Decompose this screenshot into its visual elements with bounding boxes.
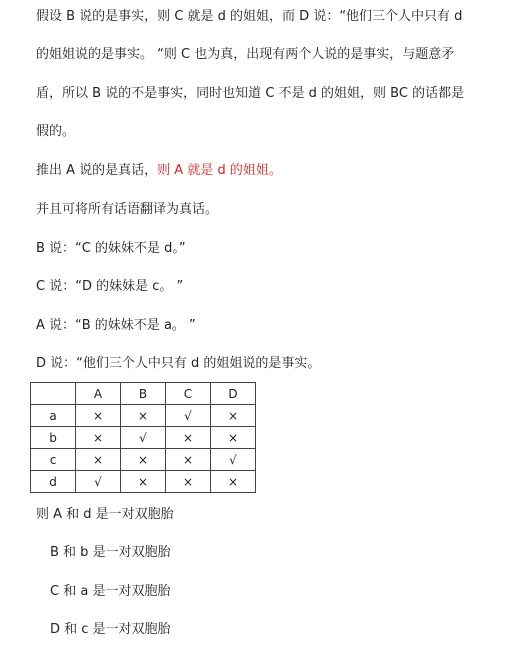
table-row [31, 405, 256, 427]
table-col-header: D [211, 383, 256, 405]
table-col-header: C [166, 383, 211, 405]
table-cell: × [166, 449, 211, 471]
paragraph-line: 假的。 [36, 124, 76, 139]
table-row [31, 471, 256, 493]
table-cell: × [76, 427, 121, 449]
table-row-label: b [31, 427, 76, 449]
truth-table [30, 382, 256, 493]
table-cell: × [121, 405, 166, 427]
paragraph-line: 盾，所以 B 说的不是事实，同时也知道 C 不是 d 的姐姐，则 BC 的话都是 [36, 86, 465, 101]
answer-line: C 和 a 是一对双胞胎 [50, 584, 171, 599]
table-cell: × [121, 449, 166, 471]
table-corner-cell [31, 383, 76, 405]
table-cell: × [166, 471, 211, 493]
table-cell: × [76, 449, 121, 471]
table-cell: × [76, 405, 121, 427]
statement-b: B 说：“C 的妹妹不是 d。” [36, 241, 186, 256]
conclusion-text: 推出 A 说的是真话， [36, 163, 158, 178]
table-row-label: c [31, 449, 76, 471]
table-row [31, 427, 256, 449]
table-cell: × [166, 427, 211, 449]
table-col-header: A [76, 383, 121, 405]
paragraph-line: 假设 B 说的是事实，则 C 就是 d 的姐姐，而 D 说：“他们三个人中只有 d [36, 9, 463, 24]
conclusion-highlight: 则 A 就是 d 的姐姐。 [157, 163, 282, 178]
table-header-row [31, 383, 256, 405]
answer-line: B 和 b 是一对双胞胎 [50, 545, 171, 560]
statement-a: A 说：“B 的妹妹不是 a。 ” [36, 318, 196, 333]
table-cell: × [211, 405, 256, 427]
paragraph-line: 并且可将所有话语翻译为真话。 [36, 202, 219, 217]
table-cell: × [211, 427, 256, 449]
table-cell: × [121, 471, 166, 493]
answer-line: 则 A 和 d 是一对双胞胎 [36, 507, 174, 522]
table-row-label: d [31, 471, 76, 493]
table-cell: √ [211, 449, 256, 471]
table-cell: √ [121, 427, 166, 449]
table-cell: √ [166, 405, 211, 427]
conclusion-line [36, 162, 282, 180]
table-col-header: B [121, 383, 166, 405]
answer-line: D 和 c 是一对双胞胎 [50, 622, 171, 637]
table-cell: × [211, 471, 256, 493]
statement-c: C 说：“D 的妹妹是 c。 ” [36, 279, 184, 294]
paragraph-line: 的姐姐说的是事实。 “则 C 也为真，出现有两个人说的是事实，与题意矛 [36, 47, 455, 62]
table-row-label: a [31, 405, 76, 427]
statement-d: D 说：“他们三个人中只有 d 的姐姐说的是事实。 [36, 356, 321, 371]
table-cell: √ [76, 471, 121, 493]
table-row [31, 449, 256, 471]
